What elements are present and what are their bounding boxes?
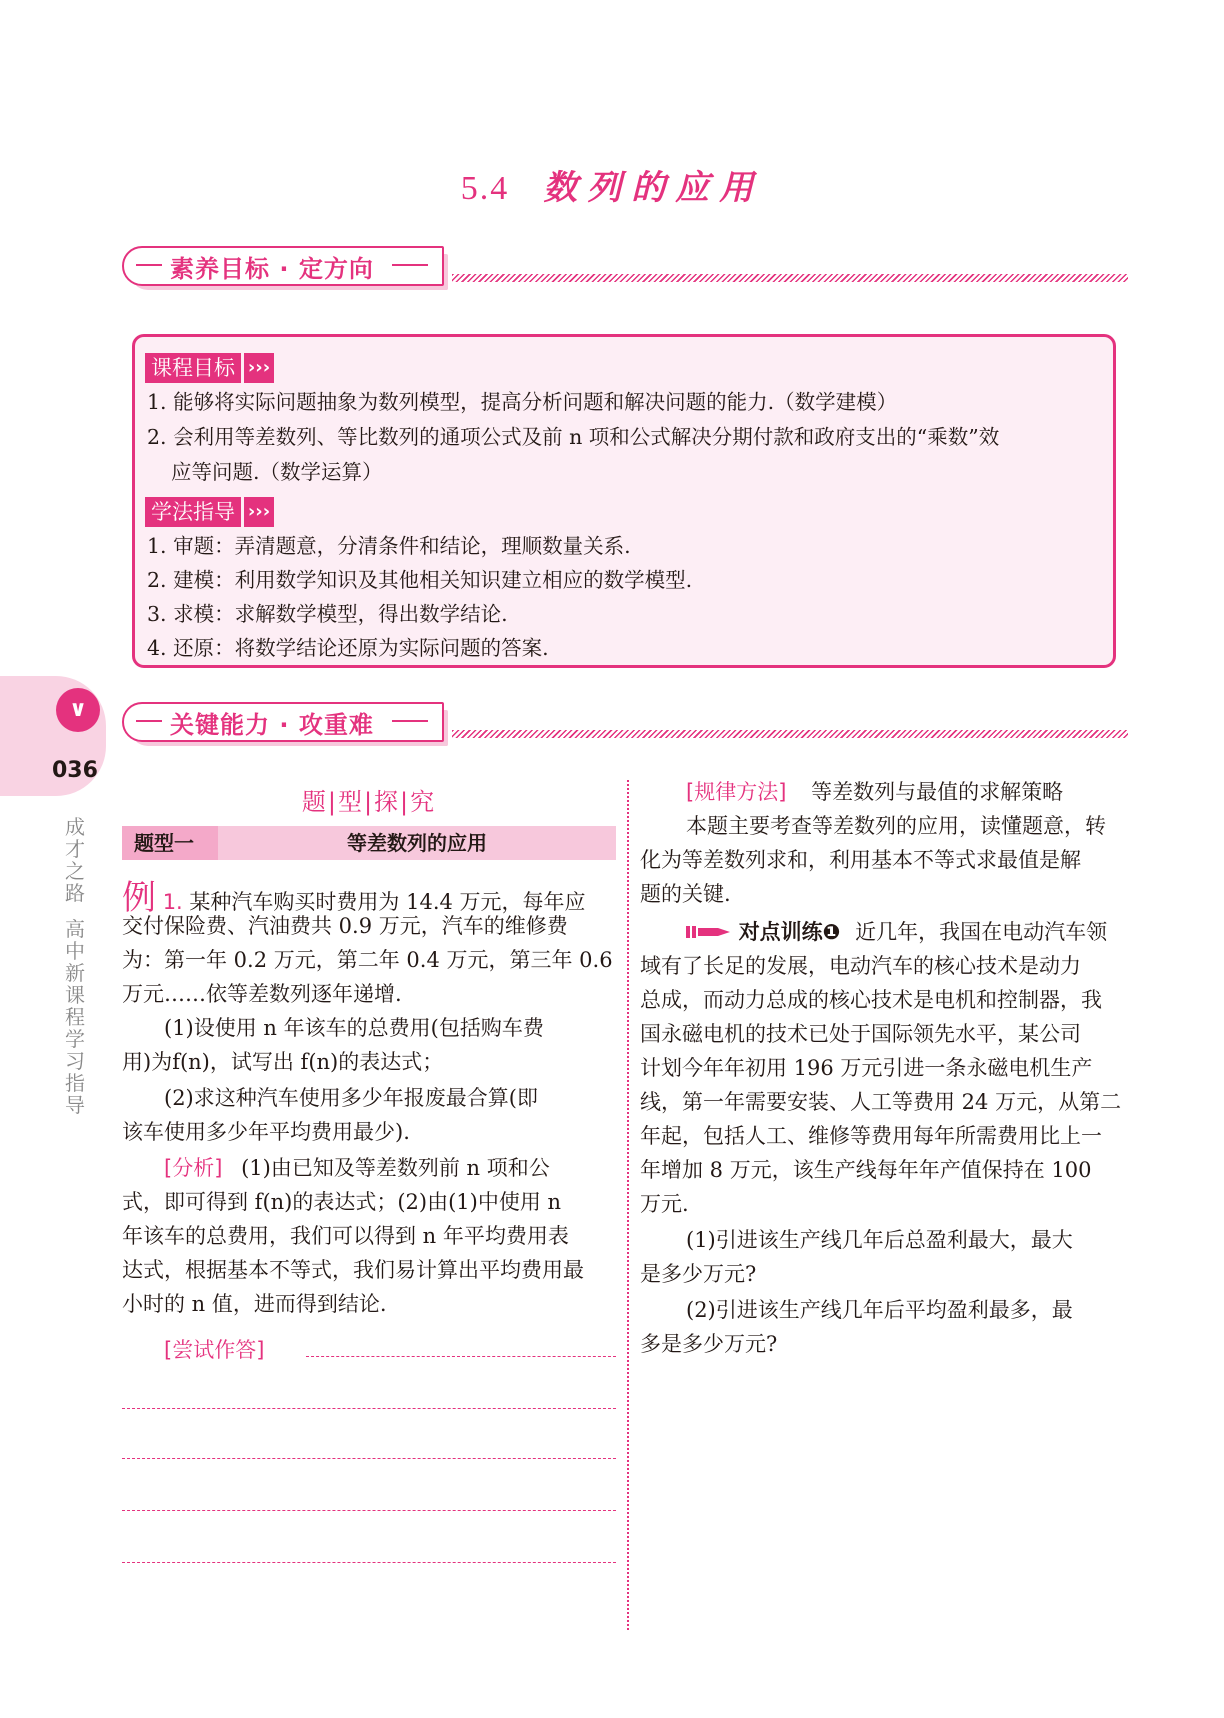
banner-label: 素养目标 · 定方向 xyxy=(170,255,374,283)
training-q2-line: (2)引进该生产线几年后平均盈利最多，最 xyxy=(686,1298,1073,1322)
method-line: 化为等差数列求和，利用基本不等式求最值是解 xyxy=(640,848,1081,872)
training-line: 年增加 8 万元，该生产线每年年产值保持在 100 xyxy=(640,1158,1092,1182)
analysis-line-1: [分析] (1)由已知及等差数列前 n 项和公 xyxy=(164,1156,550,1180)
training-q1-line: (1)引进该生产线几年后总盈利最大，最大 xyxy=(686,1228,1073,1252)
training-line: 计划今年年初用 196 万元引进一条永磁电机生产 xyxy=(640,1056,1093,1080)
question-type-bar xyxy=(122,826,616,860)
answer-line[interactable] xyxy=(122,1510,616,1511)
method-4: 4. 还原：将数学结论还原为实际问题的答案. xyxy=(147,636,549,660)
banner-key-abilities xyxy=(122,702,1128,752)
training-line: 总成，而动力总成的核心技术是电机和控制器，我 xyxy=(640,988,1102,1012)
page-number: 036 xyxy=(52,758,98,783)
answer-line[interactable] xyxy=(122,1562,616,1563)
course-goal-2-cont: 应等问题.（数学运算） xyxy=(171,460,383,484)
analysis-line: 达式，根据基本不等式，我们易计算出平均费用最 xyxy=(122,1258,584,1282)
course-goal-1: 1. 能够将实际问题抽象为数列模型，提高分析问题和解决问题的能力.（数学建模） xyxy=(147,390,898,414)
example-mark: 例 xyxy=(122,878,156,918)
method-tag: [规律方法] xyxy=(686,780,787,804)
chevrons-icon: ››› xyxy=(244,497,274,527)
training-line-1: 对点训练❶ 近几年，我国在电动汽车领 xyxy=(686,916,1107,946)
method-title: 等差数列与最值的求解策略 xyxy=(811,780,1064,804)
question-2-line: (2)求这种汽车使用多少年报废最合算(即 xyxy=(164,1086,538,1110)
double-chevron-down-icon: ∨ xyxy=(56,688,100,732)
answer-line[interactable] xyxy=(122,1458,616,1459)
method-1: 1. 审题：弄清题意，分清条件和结论，理顺数量关系. xyxy=(147,534,631,558)
example-1-line: 交付保险费、汽油费共 0.9 万元，汽车的维修费 xyxy=(122,914,568,938)
banner-label: 关键能力 · 攻重难 xyxy=(170,711,374,739)
section-number: 5.4 xyxy=(460,170,510,207)
example-1-line: 万元……依等差数列逐年递增. xyxy=(122,982,402,1006)
book-subtitle: 高中新课程学习指导 xyxy=(65,917,85,1117)
training-line: 年起，包括人工、维修等费用每年所需费用比上一 xyxy=(640,1124,1102,1148)
method-line: 题的关键. xyxy=(640,882,731,906)
training-line: 万元. xyxy=(640,1192,689,1216)
example-number: 1. xyxy=(162,890,183,914)
type-label: 题型一 xyxy=(122,826,218,860)
example-1-line-1: 例 1. 某种汽车购买时费用为 14.4 万元，每年应 xyxy=(122,878,586,918)
training-q1-line: 是多少万元? xyxy=(640,1262,757,1286)
hatch-divider xyxy=(452,730,1128,738)
question-2-line: 该车使用多少年平均费用最少). xyxy=(122,1120,410,1144)
type-title: 等差数列的应用 xyxy=(347,831,487,855)
training-q2-line: 多是多少万元? xyxy=(640,1332,778,1356)
tag-study-method: 学法指导 ››› xyxy=(145,497,274,527)
try-answer-tag: [尝试作答] xyxy=(164,1338,265,1362)
banner-literacy-goals xyxy=(122,246,1128,296)
hatch-divider xyxy=(452,274,1128,282)
training-line: 国永磁电机的技术已处于国际领先水平，某公司 xyxy=(640,1022,1081,1046)
method-2: 2. 建模：利用数学知识及其他相关知识建立相应的数学模型. xyxy=(147,568,693,592)
analysis-line: 式，即可得到 f(n)的表达式；(2)由(1)中使用 n xyxy=(122,1190,562,1214)
method-3: 3. 求模：求解数学模型，得出数学结论. xyxy=(147,602,508,626)
tag-course-goals: 课程目标 ››› xyxy=(145,353,274,383)
analysis-line: 小时的 n 值，进而得到结论. xyxy=(122,1292,387,1316)
question-1-line: (1)设使用 n 年该车的总费用(包括购车费 xyxy=(164,1016,544,1040)
answer-line[interactable] xyxy=(122,1408,616,1409)
training-line: 线，第一年需要安装、人工等费用 24 万元，从第二 xyxy=(640,1090,1122,1114)
pen-icon xyxy=(686,923,732,941)
goals-box xyxy=(132,334,1116,668)
method-line: 本题主要考查等差数列的应用，读懂题意，转 xyxy=(686,814,1106,838)
example-1-line: 为：第一年 0.2 万元，第二年 0.4 万元，第三年 0.6 xyxy=(122,948,613,972)
training-line: 域有了长足的发展，电动汽车的核心技术是动力 xyxy=(640,954,1081,978)
section-title: 数列的应用 xyxy=(543,168,764,208)
section-heading: 题|型|探|究 xyxy=(301,788,437,816)
book-title: 成才之路 高中新课程学习指导 xyxy=(62,816,88,1116)
analysis-line: 年该车的总费用，我们可以得到 n 年平均费用表 xyxy=(122,1224,569,1248)
answer-line[interactable] xyxy=(306,1356,616,1357)
method-heading xyxy=(686,776,1063,806)
page-title xyxy=(0,160,1224,209)
course-goal-2: 2. 会利用等差数列、等比数列的通项公式及前 n 项和公式解决分期付款和政府支出的“乘数”效 xyxy=(147,425,1000,449)
chevrons-icon: ››› xyxy=(244,353,274,383)
column-divider xyxy=(627,780,629,1630)
analysis-tag: [分析] xyxy=(164,1156,223,1180)
training-label: 对点训练❶ xyxy=(738,920,841,944)
question-1-line: 用)为f(n)，试写出 f(n)的表达式； xyxy=(122,1050,444,1074)
